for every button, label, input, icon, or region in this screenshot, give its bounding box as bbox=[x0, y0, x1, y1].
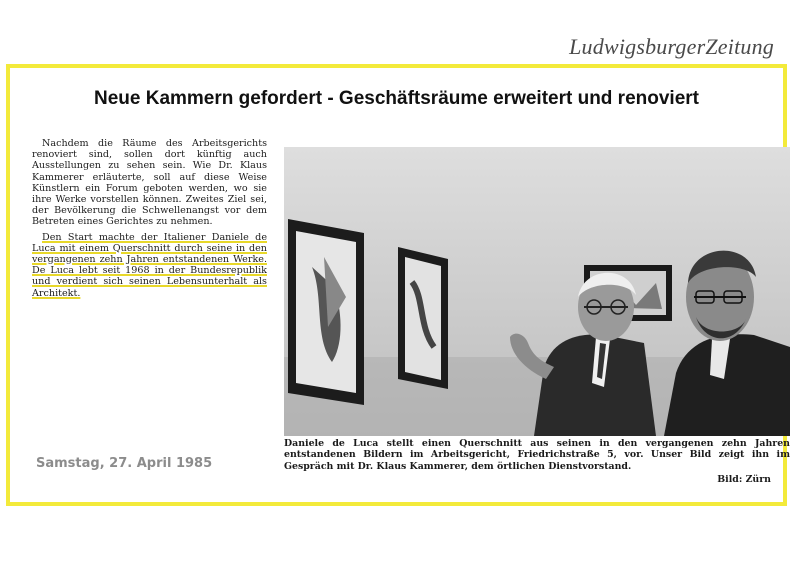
newspaper-masthead: LudwigsburgerZeitung bbox=[569, 34, 774, 59]
news-photo bbox=[284, 147, 790, 436]
framed-artwork-left bbox=[288, 219, 364, 405]
article-paragraph-1: Nachdem die Räume des Arbeitsgerichts renoviert sind, sollen dort künftig auch Ausstellungen zu sehen sein. Wie Dr. Klaus Kammerer erläuterte, soll auf diese Weise Künstlern ein Forum geboten werden, wo sie ihre Werke vorstellen können. Zweites Ziel sei, der Bevölkerung die Schwellenangst vor dem Betreten eines Gerichtes zu nehmen. bbox=[32, 138, 267, 228]
photo-credit: Bild: Zürn bbox=[717, 474, 771, 485]
clipping-frame bbox=[6, 64, 790, 506]
photo-illustration bbox=[284, 147, 790, 436]
photo-caption: Daniele de Luca stellt einen Querschnitt aus seinen in den vergangenen zehn Jahren entstandenen Bildern im Arbeitsgericht, Friedrichstraße 5, vor. Unser Bild zeigt ihn im Gespräch mit Dr. Klaus Kammerer, dem örtlichen Dienstvorstand. bbox=[284, 438, 790, 472]
headline: Neue Kammern gefordert - Geschäftsräume erweitert und renoviert bbox=[93, 88, 699, 109]
article-body bbox=[32, 138, 267, 303]
article-paragraph-2: Den Start machte der Italiener Daniele de Luca mit einem Querschnitt durch seine in den vergangenen zehn Jahren entstandenen Werke. De Luca lebt seit 1968 in der Bundesrepublik und verdient sich seinen Lebensunterhalt als Architekt. bbox=[32, 231, 267, 299]
framed-artwork-middle bbox=[398, 247, 448, 389]
publication-date: Samstag, 27. April 1985 bbox=[36, 456, 213, 471]
